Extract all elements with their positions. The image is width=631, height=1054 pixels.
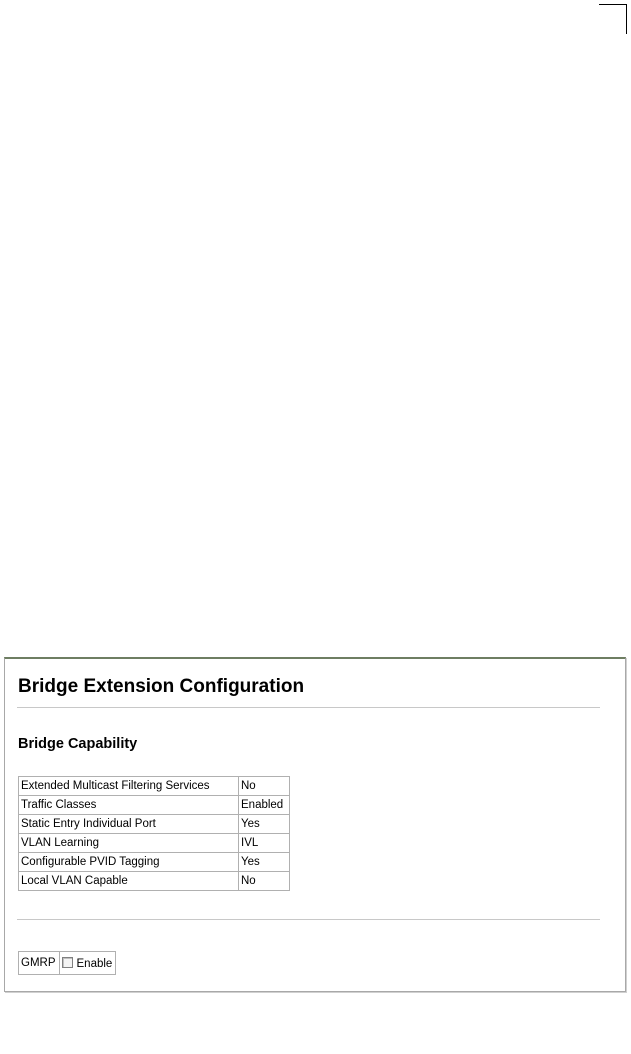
crop-mark-horizontal xyxy=(599,4,627,5)
capability-value: IVL xyxy=(239,834,290,853)
table-row xyxy=(19,777,290,796)
table-row xyxy=(19,834,290,853)
gmrp-label: GMRP xyxy=(19,952,60,975)
capability-label: Local VLAN Capable xyxy=(19,872,239,891)
bridge-capability-table xyxy=(18,776,290,891)
crop-mark-vertical xyxy=(626,4,627,34)
table-row xyxy=(19,796,290,815)
capability-value: Yes xyxy=(239,853,290,872)
capability-label: Extended Multicast Filtering Services xyxy=(19,777,239,796)
gmrp-enable-checkbox[interactable] xyxy=(62,957,73,968)
table-row xyxy=(19,952,116,975)
capability-value: Yes xyxy=(239,815,290,834)
capability-label: VLAN Learning xyxy=(19,834,239,853)
capability-label: Traffic Classes xyxy=(19,796,239,815)
section-title-bridge-capability: Bridge Capability xyxy=(18,736,138,752)
capability-label: Configurable PVID Tagging xyxy=(19,853,239,872)
title-divider xyxy=(17,707,600,708)
capability-value: Enabled xyxy=(239,796,290,815)
gmrp-enable-cell xyxy=(59,952,116,975)
table-row xyxy=(19,872,290,891)
page-title: Bridge Extension Configuration xyxy=(18,676,305,697)
gmrp-enable-label[interactable]: Enable xyxy=(76,957,113,970)
capability-label: Static Entry Individual Port xyxy=(19,815,239,834)
gmrp-table xyxy=(18,951,116,975)
capability-value: No xyxy=(239,872,290,891)
section-divider xyxy=(17,919,600,920)
table-row xyxy=(19,815,290,834)
capability-value: No xyxy=(239,777,290,796)
table-row xyxy=(19,853,290,872)
bridge-extension-panel xyxy=(4,657,626,992)
